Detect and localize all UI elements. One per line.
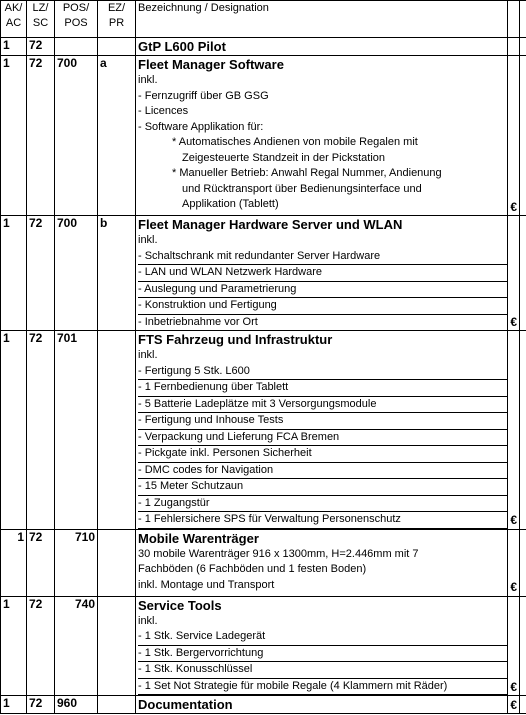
header-lz: LZ/ SC xyxy=(27,1,55,38)
item-line: - 1 Stk. Konusschlüssel xyxy=(138,662,507,679)
item-line: - 15 Meter Schutzaun xyxy=(138,479,507,496)
item-line: - Auslegung und Parametrierung xyxy=(138,282,507,299)
table-row xyxy=(1,331,526,530)
pos-cell: 740 xyxy=(55,596,98,696)
table-row xyxy=(1,596,526,696)
ez-cell xyxy=(98,696,136,714)
item-subline: Applikation (Tablett) xyxy=(182,198,279,210)
item-title: Mobile Warenträger xyxy=(138,530,259,546)
extra-cell xyxy=(520,56,526,216)
header-ez: EZ/ PR xyxy=(98,1,136,38)
pos-cell: 960 xyxy=(55,696,98,714)
lz-cell: 72 xyxy=(27,38,55,56)
item-subline: Zeigesteuerte Standzeit in der Pickstation xyxy=(182,151,386,164)
item-line: - 1 Zugangstür xyxy=(138,496,507,513)
euro-sign: € xyxy=(508,596,520,696)
item-line: inkl. xyxy=(138,74,158,86)
item-line: - 1 Set Not Strategie für mobile Regale (4 Klammern mit Räder) xyxy=(138,679,507,696)
item-line: - Fertigung und Inhouse Tests xyxy=(138,413,507,430)
item-line: inkl. xyxy=(138,234,158,246)
item-line: - Konstruktion und Fertigung xyxy=(138,298,507,315)
item-line: inkl. xyxy=(138,349,158,361)
item-subline: * Automatisches Andienen von mobile Regalen mit xyxy=(172,136,418,148)
pos-cell xyxy=(55,38,98,56)
designation-cell xyxy=(136,596,508,696)
euro-sign: € xyxy=(508,331,520,530)
extra-cell xyxy=(520,38,526,56)
lz-cell: 72 xyxy=(27,596,55,696)
item-line: inkl. xyxy=(138,614,158,627)
ez-cell: b xyxy=(98,216,136,331)
designation-cell xyxy=(136,696,508,714)
item-line: - Pickgate inkl. Personen Sicherheit xyxy=(138,446,507,463)
item-line: - Licences xyxy=(138,105,189,117)
designation-cell xyxy=(136,216,508,331)
ak-cell: 1 xyxy=(1,216,27,331)
item-line: - 1 Fernbedienung über Tablett xyxy=(138,380,507,397)
item-line: - Fertigung 5 Stk. L600 xyxy=(138,364,507,381)
extra-cell xyxy=(520,216,526,331)
item-line: - Inbetriebnahme vor Ort xyxy=(138,315,258,328)
item-title: Fleet Manager Hardware Server und WLAN xyxy=(138,217,403,232)
lz-cell: 72 xyxy=(27,529,55,596)
designation-cell xyxy=(136,529,508,596)
item-title: Service Tools xyxy=(138,597,222,613)
header-pos: POS/ POS xyxy=(55,1,98,38)
table-row xyxy=(1,696,526,714)
lz-cell: 72 xyxy=(27,216,55,331)
ez-cell xyxy=(98,529,136,596)
pos-cell: 700 xyxy=(55,216,98,331)
item-line: inkl. Montage und Transport xyxy=(138,578,275,591)
lz-cell: 72 xyxy=(27,696,55,714)
table-row xyxy=(1,38,526,56)
item-line: - Schaltschrank mit redundanter Server Hardware xyxy=(138,249,507,266)
item-line: - 1 Stk. Bergervorrichtung xyxy=(138,646,507,663)
ak-cell: 1 xyxy=(1,529,27,596)
pos-cell: 700 xyxy=(55,56,98,216)
table-row xyxy=(1,529,526,596)
ez-cell xyxy=(98,38,136,56)
ak-cell: 1 xyxy=(1,38,27,56)
euro-sign: € xyxy=(508,529,520,596)
ez-cell: a xyxy=(98,56,136,216)
item-line: - 1 Stk. Service Ladegerät xyxy=(138,629,507,646)
designation-cell xyxy=(136,331,508,530)
header-ak: AK/ AC xyxy=(1,1,27,38)
item-line: - Fernzugriff über GB GSG xyxy=(138,89,269,102)
euro-sign: € xyxy=(508,696,520,714)
extra-cell xyxy=(520,529,526,596)
pos-cell: 701 xyxy=(55,331,98,530)
item-line: - 1 Fehlersichere SPS für Verwaltung Personenschutz xyxy=(138,512,507,529)
item-line: - Verpackung und Lieferung FCA Bremen xyxy=(138,430,507,447)
designation-cell xyxy=(136,38,508,56)
ak-cell: 1 xyxy=(1,696,27,714)
ak-cell: 1 xyxy=(1,331,27,530)
item-title: Fleet Manager Software xyxy=(138,57,284,72)
ez-cell xyxy=(98,596,136,696)
lz-cell: 72 xyxy=(27,331,55,530)
item-line: - 5 Batterie Ladeplätze mit 3 Versorgungsmodule xyxy=(138,397,507,414)
extra-cell xyxy=(520,696,526,714)
ak-cell: 1 xyxy=(1,596,27,696)
designation-cell xyxy=(136,56,508,216)
ak-cell: 1 xyxy=(1,56,27,216)
header-price xyxy=(508,1,520,38)
item-title: Documentation xyxy=(138,697,233,712)
price-cell xyxy=(508,38,520,56)
item-line: - LAN und WLAN Netzwerk Hardware xyxy=(138,265,507,282)
item-line: 30 mobile Warenträger 916 x 1300mm, H=2.446mm mit 7 xyxy=(138,547,419,560)
pos-cell: 710 xyxy=(55,529,98,596)
item-line: Fachböden (6 Fachböden und 1 festen Boden) xyxy=(138,563,367,575)
extra-cell xyxy=(520,331,526,530)
item-title: FTS Fahrzeug und Infrastruktur xyxy=(138,332,333,347)
table-row xyxy=(1,216,526,331)
euro-sign: € xyxy=(508,216,520,331)
item-subline: und Rücktransport über Bedienungsinterface und xyxy=(182,182,422,195)
lz-cell: 72 xyxy=(27,56,55,216)
item-title: GtP L600 Pilot xyxy=(138,39,226,54)
item-line: - Software Applikation für: xyxy=(138,120,264,133)
ez-cell xyxy=(98,331,136,530)
item-line: - DMC codes for Navigation xyxy=(138,463,507,480)
table-row xyxy=(1,56,526,216)
header-row xyxy=(1,1,526,38)
extra-cell xyxy=(520,596,526,696)
header-extra xyxy=(520,1,526,38)
item-subline: * Manueller Betrieb: Anwahl Regal Nummer, Andienung xyxy=(172,167,442,179)
header-designation: Bezeichnung / Designation xyxy=(136,1,508,38)
euro-sign: € xyxy=(508,56,520,216)
